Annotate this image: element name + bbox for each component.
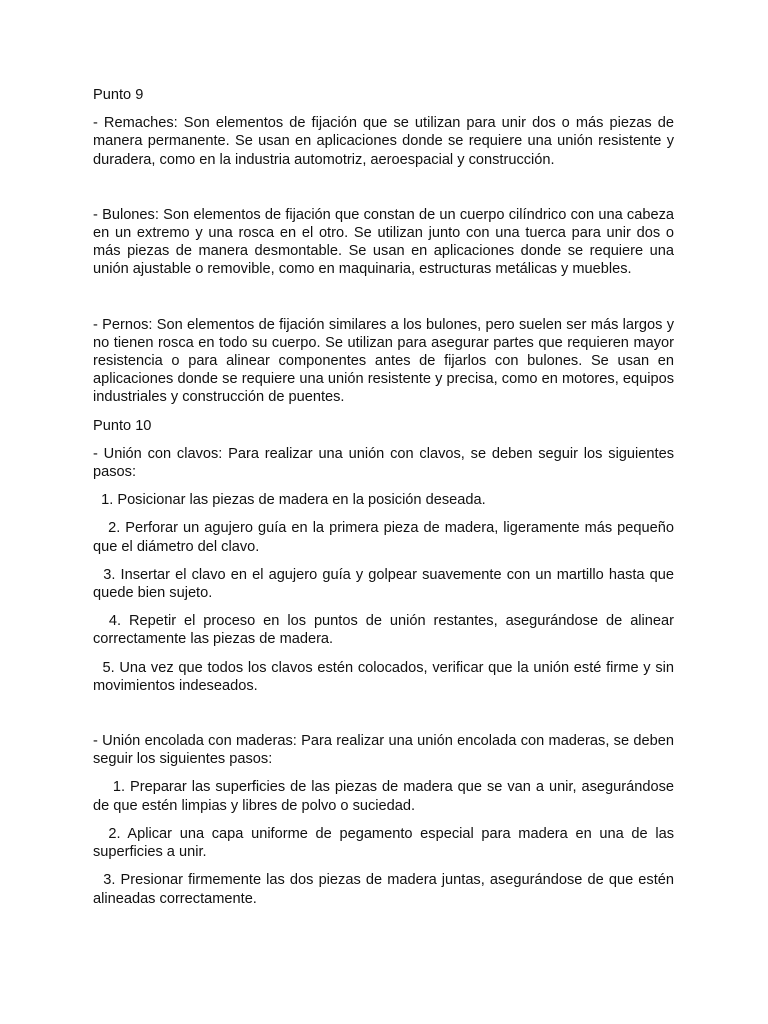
clavos-step-1: 1. Posicionar las piezas de madera en la posición deseada. bbox=[93, 492, 486, 509]
paragraph-union-encolada-intro: - Unión encolada con maderas: Para realizar una unión encolada con maderas, se deben seguir los siguientes pasos: bbox=[93, 733, 674, 768]
heading-punto-10: Punto 10 bbox=[93, 417, 152, 434]
encolada-step-3: 3. Presionar firmemente las dos piezas de madera juntas, asegurándose de que estén alineadas correctamente. bbox=[93, 872, 679, 907]
clavos-step-4: 4. Repetir el proceso en los puntos de unión restantes, asegurándose de alinear correctamente las piezas de madera. bbox=[93, 613, 679, 648]
heading-punto-9: Punto 9 bbox=[93, 87, 144, 103]
clavos-step-2: 2. Perforar un agujero guía en la primera pieza de madera, ligeramente más pequeño que el diámetro del clavo. bbox=[93, 520, 679, 555]
paragraph-union-clavos-intro: - Unión con clavos: Para realizar una unión con clavos, se deben seguir los siguientes pasos: bbox=[93, 445, 674, 481]
paragraph-bulones: - Bulones: Son elementos de fijación que constan de un cuerpo cilíndrico con una cabeza en un extremo y una rosca en el otro. Se utilizan junto con una tuerca para unir dos o más piezas de manera desmontable. Se usan en aplicaciones donde se requiere una unión ajustable o removible, como en maquinaria, estructuras metálicas y muebles. bbox=[93, 206, 674, 278]
clavos-step-5: 5. Una vez que todos los clavos estén colocados, verificar que la unión esté firme y sin movimientos indeseados. bbox=[93, 659, 679, 694]
paragraph-remaches: - Remaches: Son elementos de fijación que se utilizan para unir dos o más piezas de manera permanente. Se usan en aplicaciones donde se requiere una unión resistente y duradera, como en la industria automotriz, aeroespacial y construcción. bbox=[93, 115, 674, 168]
document-page bbox=[93, 86, 679, 908]
paragraph-pernos: - Pernos: Son elementos de fijación similares a los bulones, pero suelen ser más largos y no tienen rosca en todo su cuerpo. Se utilizan para asegurar partes que requieren mayor resistencia o para alinear componentes antes de fijarlos con bulones. Se usan en aplicaciones donde se requiere una unión resistente y precisa, como en motores, equipos industriales y construcción de puentes. bbox=[93, 316, 674, 406]
encolada-step-1: 1. Preparar las superficies de las piezas de madera que se van a unir, asegurándose de que estén limpias y libres de polvo o suciedad. bbox=[93, 779, 679, 814]
clavos-step-3: 3. Insertar el clavo en el agujero guía y golpear suavemente con un martillo hasta que quede bien sujeto. bbox=[93, 566, 679, 602]
encolada-step-2: 2. Aplicar una capa uniforme de pegamento especial para madera en una de las superficies a unir. bbox=[93, 825, 679, 861]
